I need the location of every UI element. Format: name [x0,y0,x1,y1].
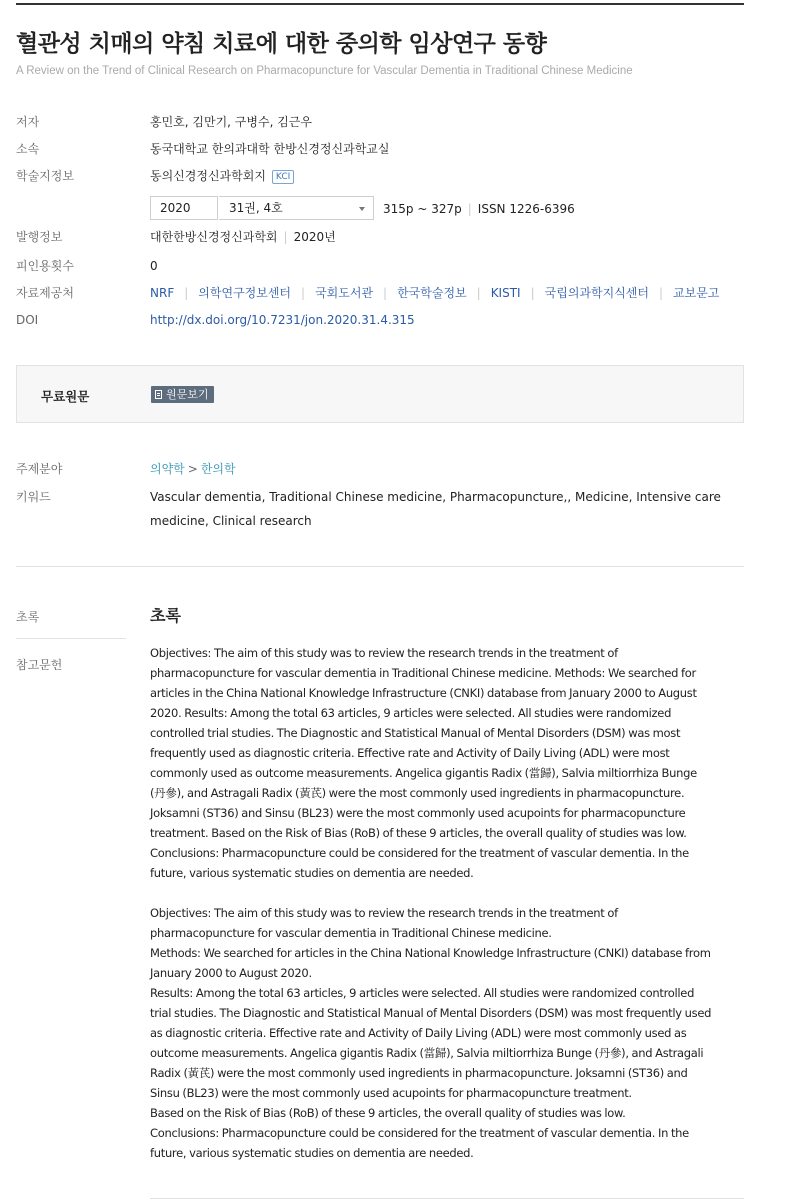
publisher-label: 발행정보 [16,230,63,244]
provider-link-kiss[interactable]: 한국학술정보 [397,286,467,300]
provider-link-kisti[interactable]: KISTI [490,286,521,300]
free-fulltext-box [16,365,744,423]
bottom-divider [150,1198,744,1199]
abstract-paragraph-1: Objectives: The aim of this study was to review the research trends in the treatment of pharmacopuncture for vascular dementia in Traditional Chinese medicine. Methods: We searched for articles in the China National Knowledge Infrastructure (CNKI) database from January 2000 to August 2020. Results: Among the total 63 articles, 9 articles were selected. All studies were randomized controlled trial studies. The Diagnostic and Statistical Manual of Mental Disorders (DSM) was most frequently used as diagnostic criteria. Effective rate and Activity of Daily Living (ADL) were most commonly used as outcome measurements. Angelica gigantis Radix (當歸), Salvia miltiorrhiza Bunge (丹參), and Astragali Radix (黃芪) were the most commonly used ingredients in pharmacopuncture. Joksamni (ST36) and Sinsu (BL23) were the most commonly used acupoints for pharmacopuncture treatment. Based on the Risk of Bias (RoB) of these 9 articles, the overall quality of studies was low. Conclusions: Pharmacopuncture could be considered for the treatment of vascular dementia. In the future, various systematic studies on dementia are needed. [150,646,697,880]
provider-link-national-assembly-library[interactable]: 국회도서관 [315,286,374,300]
affiliation-value: 동국대학교 한의과대학 한방신경정신과학교실 [150,142,390,156]
journal-label: 학술지정보 [16,169,74,183]
abstract-paragraph-2: Objectives: The aim of this study was to review the research trends in the treatment of pharmacopuncture for vascular dementia in Traditional Chinese medicine. Methods: We searched for articles in the China National Knowledge Infrastructure (CNKI) database from January 2000 to August 2020. Results: Among the total 63 articles, 9 articles were selected. All studies were randomized controlled trial studies. The Diagnostic and Statistical Manual of Mental Disorders (DSM) was most frequently used as diagnostic criteria. Effective rate and Activity of Daily Living (ADL) were most commonly used as outcome measurements. Angelica gigantis Radix (當歸), Salvia miltiorrhiza Bunge (丹參), and Astragali Radix (黃芪) were the most commonly used ingredients in pharmacopuncture. Joksamni (ST36) and Sinsu (BL23) were the most commonly used acupoints for pharmacopuncture treatment. Based on the Risk of Bias (RoB) of these 9 articles, the overall quality of studies was low. Conclusions: Pharmacopuncture could be considered for the treatment of vascular dementia. In the future, various systematic studies on dementia are needed. [150,906,712,1160]
citations-label: 피인용횟수 [16,259,74,273]
providers-label: 자료제공처 [16,286,74,300]
issn: ISSN 1226-6396 [477,202,575,216]
doi-link[interactable]: http://dx.doi.org/10.7231/jon.2020.31.4.315 [150,313,415,327]
journal-name[interactable]: 동의신경정신과학회지 [150,169,266,183]
section-divider [16,566,744,567]
page-subtitle: A Review on the Trend of Clinical Research on Pharmacopuncture for Vascular Dementia in Traditional Chinese Medicine [16,65,633,77]
provider-links: NRF | 의학연구정보센터 | 국회도서관 | 한국학술정보 | KISTI | 국립의과학지식센터 | 교보문고 [150,286,720,300]
page-title: 혈관성 치매의 약침 치료에 대한 중의학 임상연구 동향 [16,31,547,57]
chevron-down-icon [359,207,365,211]
page-range: 315p ~ 327p [383,202,462,216]
volume-select[interactable] [219,196,374,220]
pages-issn: 315p ~ 327p | ISSN 1226-6396 [383,202,575,216]
authors-label: 저자 [16,115,40,129]
sidebar-item-references[interactable]: 참고문헌 [16,658,63,672]
subject-level2[interactable]: 한의학 [200,462,236,476]
document-icon [155,390,162,399]
publish-year: 2020년 [293,230,336,244]
sidebar-item-abstract[interactable]: 초록 [16,610,40,624]
keywords-value: Vascular dementia, Traditional Chinese medicine, Pharmacopuncture,, Medicine, Intensive care medicine, Clinical research [150,490,721,528]
authors-value[interactable]: 홍민호, 김만기, 구병수, 김근우 [150,115,312,129]
year-select[interactable]: 2020 [150,196,218,220]
free-fulltext-label: 무료원문 [41,389,90,404]
view-fulltext-button[interactable] [151,386,214,403]
subject-level1[interactable]: 의약학 [150,462,185,476]
citations-count: 0 [150,259,158,273]
provider-link-nrf[interactable]: NRF [150,286,175,300]
top-divider [16,3,744,5]
publisher-name: 대한한방신경정신과학회 [150,230,278,244]
subject-breadcrumb: 의약학 > 한의학 [150,462,236,476]
kci-badge: KCI [272,170,294,184]
affiliation-label: 소속 [16,142,40,156]
subject-label: 주제분야 [16,462,63,476]
abstract-heading: 초록 [150,606,181,625]
sidebar-divider [16,638,126,639]
volume-select-value: 31권, 4호 [229,201,283,215]
provider-link-national-medical-library[interactable]: 국립의과학지식센터 [544,286,649,300]
provider-link-medical-info-center[interactable]: 의학연구정보센터 [198,286,292,300]
provider-link-kyobo[interactable]: 교보문고 [673,286,720,300]
keywords-label: 키워드 [16,490,51,504]
view-fulltext-label: 원문보기 [166,388,209,401]
doi-label: DOI [16,313,39,327]
